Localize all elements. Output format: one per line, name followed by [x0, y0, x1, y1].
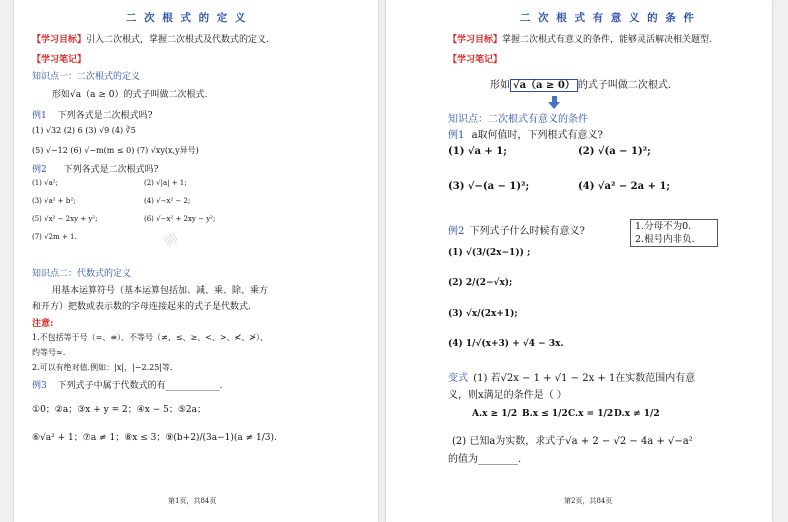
kp2-title: 知识点二：代数式的定义	[32, 269, 132, 279]
variant-q1-line-2: 义，则x满足的条件是（ ）	[448, 390, 567, 401]
definition-box: √a（a ≥ 0）	[510, 79, 578, 92]
example-2-question: 下列各式是二次根式吗?	[63, 165, 159, 175]
definition-post: 的式子叫做二次根式.	[577, 80, 672, 91]
page-2	[386, 0, 772, 522]
definition	[490, 76, 671, 91]
example-1	[32, 108, 152, 121]
example-2-label: 例2	[32, 165, 47, 175]
variant-q2-line-1: (2) 已知a为实数，求式子√a + 2 − √2 − 4a + √−a²	[452, 436, 693, 447]
example-2-item: (3) √x/(2x+1);	[448, 309, 518, 319]
objective-tag: 【学习目标】	[32, 35, 87, 45]
option-c: C.x = 1/2	[568, 409, 614, 419]
example-1-item: (1) √a + 1;	[448, 146, 507, 157]
option-b: B.x ≤ 1/2	[522, 409, 568, 419]
notes-tag: 【学习笔记】	[32, 55, 87, 65]
page-1	[14, 0, 378, 522]
example-2-item: (1) √a²;	[32, 179, 58, 187]
example-2-item: (4) √−x² − 2;	[144, 197, 191, 205]
kp2-def-line-1: 用基本运算符号（基本运算包括加、减、乘、除、乘方	[52, 286, 269, 296]
example-1-question: a取何值时，下列根式有意义?	[471, 130, 603, 141]
example-1-item: (3) √−(a − 1)²;	[448, 181, 530, 192]
hint-box	[630, 219, 718, 247]
note-2: 2.可以有绝对值.例如：|x|，|−2.25|等.	[32, 363, 173, 372]
example-2-question: 下列式子什么时候有意义?	[469, 226, 585, 237]
variant-label: 变式	[448, 373, 468, 384]
example-3-row-2: ⑥√a² + 1；⑦a ≠ 1；⑧x ≤ 3；⑨(b+2)/(3a−1)(a ≠ 1/3).	[32, 433, 277, 443]
example-3-question: 下列式子中属于代数式的有____________.	[57, 381, 223, 391]
example-2-item: (4) 1/√(x+3) + √4 − 3x.	[448, 339, 564, 349]
example-2-item: (5) √x² − 2xy + y²;	[32, 215, 98, 223]
page1-objective	[32, 32, 269, 45]
example-2-item: (6) √−x² + 2xy − y²;	[144, 215, 216, 223]
example-2-item: (7) √2m + 1.	[32, 233, 77, 241]
example-1-row-1: (1) √32 (2) 6 (3) √9 (4) ∛5	[32, 126, 136, 135]
example-2-item: (3) √a² + b²;	[32, 197, 76, 205]
watermark: 帅	[161, 230, 182, 252]
variant-question-1	[448, 369, 695, 384]
definition-pre: 形如	[490, 80, 510, 91]
objective-tag: 【学习目标】	[448, 35, 503, 45]
objective-text: 掌握二次根式有意义的条件，能够灵活解决相关题型.	[502, 35, 712, 45]
example-3-row-1: ①0；②a；③x + y = 2；④x − 5；⑤2a；	[32, 405, 207, 415]
example-2-item: (2) 2/(2−√x);	[448, 278, 513, 288]
page1-title: 二 次 根 式 的 定 义	[126, 12, 248, 24]
note-1-line-1: 1.不包括等于号（=、≡）、不等号（≠、≤、≥、<、>、≮、≯）、	[32, 333, 268, 342]
example-3-label: 例3	[32, 381, 47, 391]
hint-line-2: 2.根号内非负.	[635, 234, 695, 245]
example-2-item: (1) √(3/(2x−1)) ;	[448, 248, 531, 258]
hint-line-1: 1.分母不为0.	[635, 221, 692, 232]
variant-q2-line-2: 的值为________.	[448, 454, 522, 465]
example-1	[448, 126, 603, 141]
attention-label: 注意:	[32, 319, 54, 329]
variant-q1-line-1: (1) 若√2x − 1 + √1 − 2x + 1在实数范围内有意	[473, 373, 696, 384]
example-2	[448, 222, 585, 237]
page2-footer: 第2页，共84页	[564, 497, 613, 505]
objective-text: 引入二次根式，掌握二次根式及代数式的定义.	[86, 35, 269, 45]
example-2-item: (2) √|a| + 1;	[144, 179, 187, 187]
page2-title: 二 次 根 式 有 意 义 的 条 件	[520, 12, 696, 24]
notes-tag: 【学习笔记】	[448, 55, 503, 65]
option-a: A.x ≥ 1/2	[472, 409, 518, 419]
example-1-label: 例1	[448, 130, 465, 141]
page1-footer: 第1页，共84页	[168, 497, 217, 505]
kp2-def-line-2: 和开方）把数或表示数的字母连接起来的式子是代数式.	[32, 302, 251, 312]
example-1-row-2: (5) √−12 (6) √−m(m ≤ 0) (7) √xy(x,y异号)	[32, 146, 199, 155]
note-1-line-2: 约等号≈.	[32, 348, 66, 357]
kp-title: 知识点：二次根式有意义的条件	[448, 114, 588, 125]
kp1-title: 知识点一：二次根式的定义	[32, 72, 141, 82]
example-2-label: 例2	[448, 226, 465, 237]
example-2	[32, 162, 158, 175]
example-1-label: 例1	[32, 111, 47, 121]
kp1-definition: 形如√a（a ≥ 0）的式子叫做二次根式.	[52, 90, 208, 100]
example-1-item: (4) √a² − 2a + 1;	[578, 181, 671, 192]
example-3	[32, 378, 222, 391]
page2-objective	[448, 32, 712, 45]
example-1-question: 下列各式是二次根式吗?	[57, 111, 153, 121]
example-1-item: (2) √(a − 1)²;	[578, 146, 651, 157]
down-arrow-head-icon	[548, 102, 560, 109]
option-d: D.x ≠ 1/2	[614, 409, 660, 419]
